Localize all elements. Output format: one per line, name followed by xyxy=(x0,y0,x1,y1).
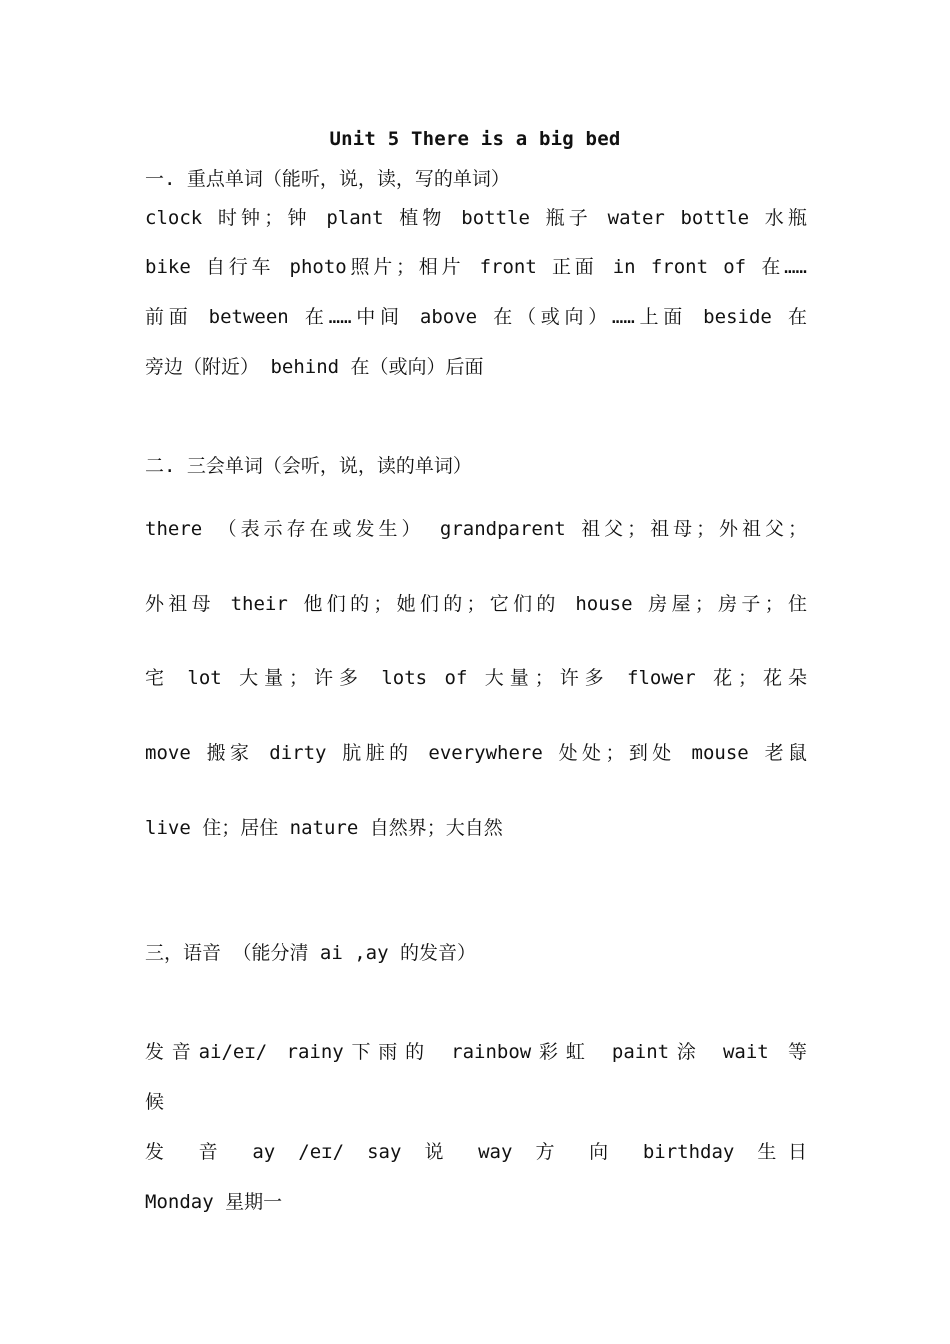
document-title: Unit 5 There is a big bed xyxy=(329,128,621,150)
section3-line-3: 发 音 ay /eɪ/ say 说 way 方 向 birthday 生日 xyxy=(145,1141,807,1163)
section1-heading: 一. 重点单词（能听，说，读，写的单词） xyxy=(145,168,510,190)
section1-line-3: 前面 between 在……中间 above 在（或向）……上面 beside 在 xyxy=(145,306,807,328)
section3-heading: 三，语音 （能分清 ai ,ay 的发音） xyxy=(145,942,476,964)
section3-line-4: Monday 星期一 xyxy=(145,1191,283,1213)
section2-heading: 二. 三会单词（会听，说，读的单词） xyxy=(145,455,472,477)
section1-line-2: bike 自行车 photo照片；相片 front 正面 in front of 在…… xyxy=(145,256,807,278)
section2-line-5: live 住；居住 nature 自然界；大自然 xyxy=(145,817,503,839)
section2-line-4: move 搬家 dirty 肮脏的 everywhere 处处；到处 mouse 老鼠 xyxy=(145,742,807,764)
section3-line-2: 候 xyxy=(145,1091,165,1113)
section1-line-4: 旁边（附近） behind 在（或向）后面 xyxy=(145,356,484,378)
section3-line-1: 发音ai/eɪ/ rainy下雨的 rainbow彩虹 paint涂 wait 等 xyxy=(145,1041,807,1063)
section1-line-1: clock 时钟；钟 plant 植物 bottle 瓶子 water bottle 水瓶 xyxy=(145,207,807,229)
section2-line-1: there （表示存在或发生） grandparent 祖父；祖母；外祖父； xyxy=(145,518,807,540)
section2-line-3: 宅 lot 大量；许多 lots of 大量；许多 flower 花；花朵 xyxy=(145,667,807,689)
section2-line-2: 外祖母 their 他们的；她们的；它们的 house 房屋；房子；住 xyxy=(145,593,807,615)
